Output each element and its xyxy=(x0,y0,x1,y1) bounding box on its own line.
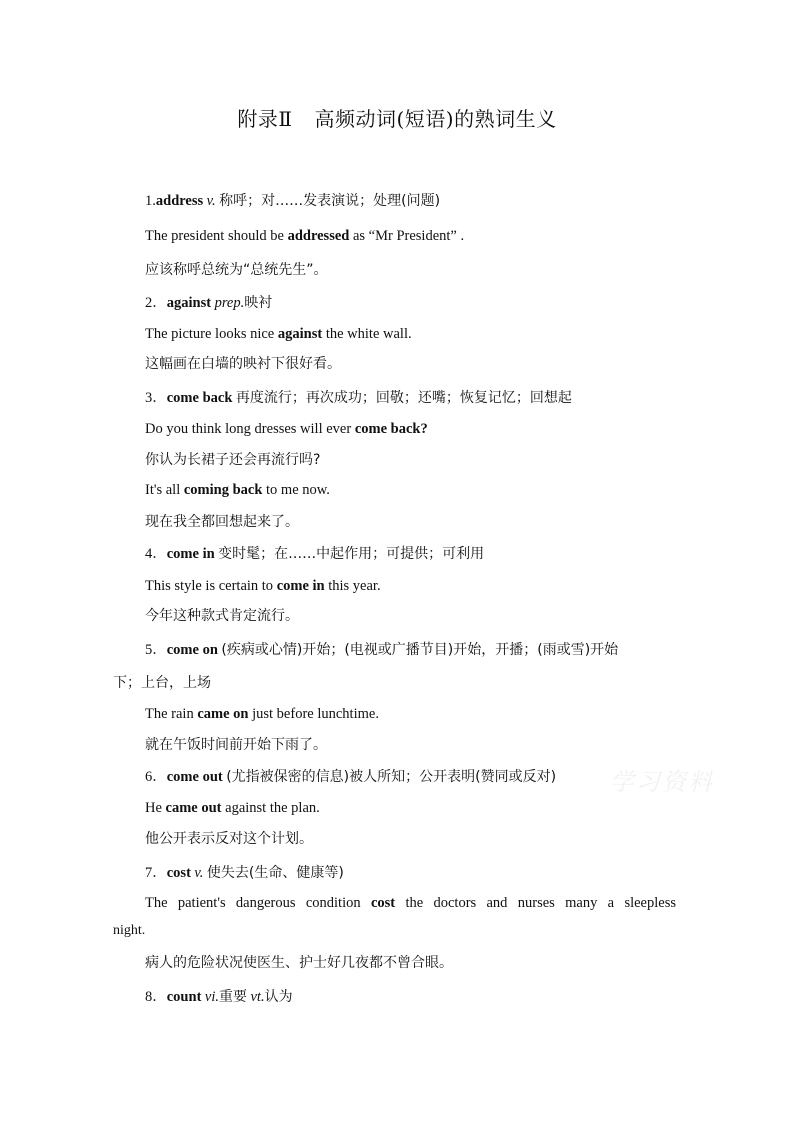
entry-5-heading-cont: 下；上台，上场 xyxy=(113,675,211,691)
entry-3-example2-cn: 现在我全都回想起来了。 xyxy=(145,514,299,530)
entry-2-heading: 2．against prep.映衬 xyxy=(145,295,273,311)
entry-3-heading: 3．come back 再度流行；再次成功；回敬；还嘴；恢复记忆；回想起 xyxy=(145,390,572,406)
entry-4-heading: 4．come in 变时髦；在……中起作用；可提供；可利用 xyxy=(145,546,485,562)
entry-5-example-en: The rain came on just before lunchtime. xyxy=(145,706,379,722)
entry-1-heading: 1.address v. 称呼；对……发表演说；处理(问题) xyxy=(145,193,441,209)
entry-6-example-en: He came out against the plan. xyxy=(145,800,320,816)
title-main: 高频动词(短语)的熟词生义 xyxy=(314,107,557,131)
entry-4-example-cn: 今年这种款式肯定流行。 xyxy=(145,608,299,624)
entry-4-example-en: This style is certain to come in this year. xyxy=(145,578,381,594)
entry-7-heading: 7．cost v. 使失去(生命、健康等) xyxy=(145,865,344,881)
entry-5-heading: 5．come on (疾病或心情)开始；(电视或广播节目)开始，开播；(雨或雪)开始 xyxy=(145,642,619,658)
entry-1-example-en: The president should be addressed as “Mr President” . xyxy=(145,228,465,244)
watermark: 学习资料 xyxy=(610,768,714,796)
entry-3-example2-en: It's all coming back to me now. xyxy=(145,482,330,498)
entry-7-example-cn: 病人的危险状况使医生、护士好几夜都不曾合眼。 xyxy=(145,955,453,971)
entry-3-example-en: Do you think long dresses will ever come back? xyxy=(145,421,428,437)
entry-7-example-en-cont: night. xyxy=(113,923,146,938)
page-title xyxy=(0,103,794,132)
entry-6-example-cn: 他公开表示反对这个计划。 xyxy=(145,831,313,847)
entry-1-example-cn: 应该称呼总统为“总统先生”。 xyxy=(145,262,328,278)
entry-8-heading: 8．count vi.重要 vt.认为 xyxy=(145,989,293,1005)
title-appendix: 附录Ⅱ xyxy=(237,107,293,131)
entry-2-example-cn: 这幅画在白墙的映衬下很好看。 xyxy=(145,356,341,372)
entry-3-example-cn: 你认为长裙子还会再流行吗? xyxy=(145,452,321,468)
entry-2-example-en: The picture looks nice against the white wall. xyxy=(145,326,412,342)
entry-6-heading: 6．come out (尤指被保密的信息)被人所知；公开表明(赞同或反对) xyxy=(145,769,557,785)
entry-7-example-en: The patient's dangerous condition cost the doctors and nurses many a sleepless xyxy=(145,895,676,911)
entry-5-example-cn: 就在午饭时间前开始下雨了。 xyxy=(145,737,327,753)
